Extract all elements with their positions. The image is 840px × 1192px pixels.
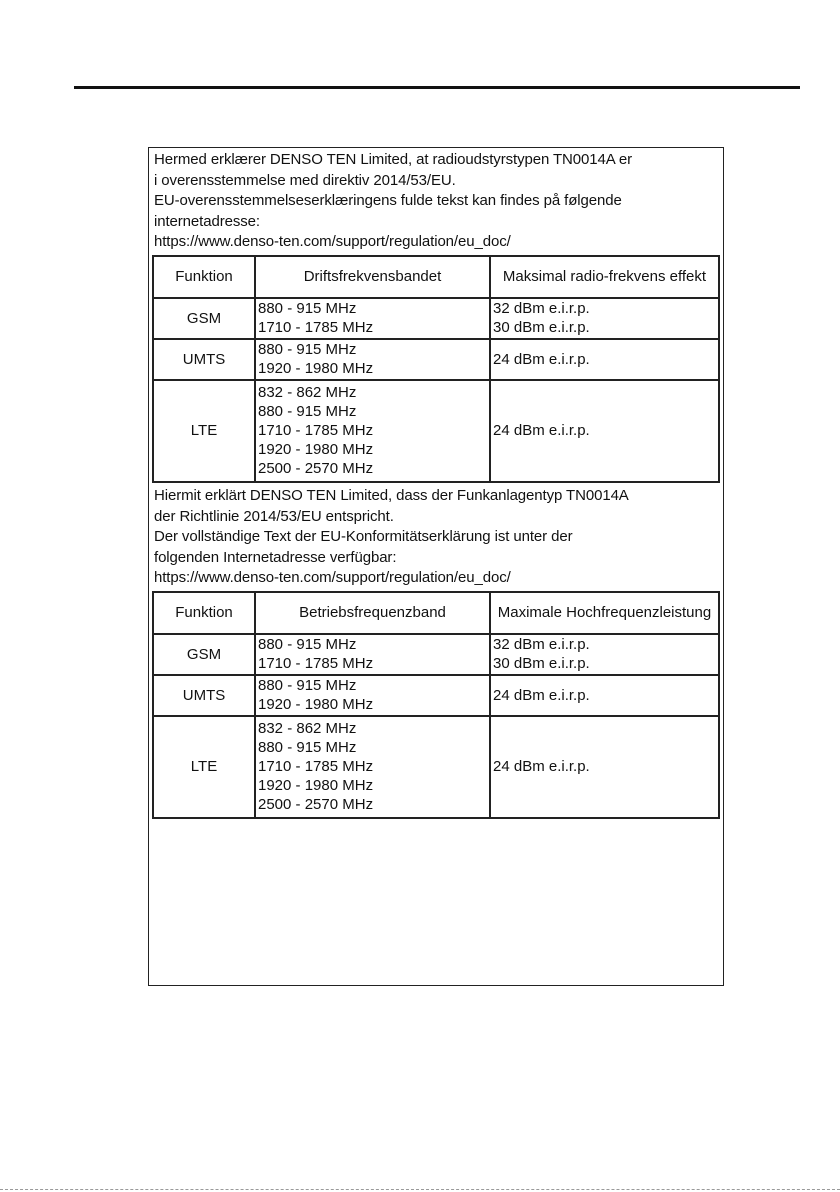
power-value: 24 dBm e.i.r.p. (493, 758, 590, 775)
text-line: Hermed erklærer DENSO TEN Limited, at radioudstyrstypen TN0014A er (154, 151, 633, 168)
band-cell (255, 339, 490, 380)
band-value: 880 - 915 MHz (258, 300, 357, 317)
band-value: 832 - 862 MHz (258, 384, 357, 401)
band-value: 1710 - 1785 MHz (258, 758, 374, 775)
band-value: 1920 - 1980 MHz (258, 777, 374, 794)
band-value: 1710 - 1785 MHz (258, 655, 374, 672)
power-cell (490, 339, 719, 380)
table-row (153, 339, 719, 380)
power-value: 24 dBm e.i.r.p. (493, 350, 590, 368)
band-cell (255, 380, 490, 482)
header-band: Betriebsfrequenzband (255, 592, 490, 634)
table-header-row (153, 592, 719, 634)
power-value: 32 dBm e.i.r.p. (493, 636, 590, 653)
band-value: 1710 - 1785 MHz (258, 319, 374, 336)
function-cell: UMTS (153, 339, 255, 380)
power-cell (490, 634, 719, 675)
band-value: 880 - 915 MHz (258, 677, 357, 694)
band-value: 880 - 915 MHz (258, 341, 357, 358)
header-band: Driftsfrekvensbandet (255, 256, 490, 298)
band-value: 1920 - 1980 MHz (258, 360, 374, 377)
function-cell: GSM (153, 634, 255, 675)
table-row (153, 380, 719, 482)
header-function: Funktion (153, 256, 255, 298)
power-value: 30 dBm e.i.r.p. (493, 319, 590, 336)
declaration-url: https://www.denso-ten.com/support/regulation/eu_doc/ (154, 569, 511, 586)
header-function: Funktion (153, 592, 255, 634)
table-header-row (153, 256, 719, 298)
band-value: 880 - 915 MHz (258, 636, 357, 653)
band-value: 880 - 915 MHz (258, 739, 357, 756)
band-value: 1710 - 1785 MHz (258, 422, 374, 439)
power-cell (490, 298, 719, 339)
text-line: der Richtlinie 2014/53/EU entspricht. (154, 507, 394, 525)
power-value: 24 dBm e.i.r.p. (493, 686, 590, 704)
band-value: 2500 - 2570 MHz (258, 796, 374, 813)
table-row (153, 298, 719, 339)
declaration-url: https://www.denso-ten.com/support/regulation/eu_doc/ (154, 233, 511, 250)
function-cell: LTE (153, 380, 255, 482)
header-rule (74, 86, 800, 89)
page-edge-rule (0, 1189, 840, 1190)
header-power: Maximale Hochfrequenzleistung (490, 592, 719, 634)
declaration-german (152, 486, 720, 819)
declaration-text-german (152, 486, 720, 589)
declaration-danish (152, 150, 720, 483)
function-cell: GSM (153, 298, 255, 339)
band-cell (255, 298, 490, 339)
text-line: folgenden Internetadresse verfügbar: (154, 548, 397, 566)
table-row (153, 634, 719, 675)
band-value: 1920 - 1980 MHz (258, 696, 374, 713)
power-value: 32 dBm e.i.r.p. (493, 300, 590, 317)
band-cell (255, 675, 490, 716)
band-value: 832 - 862 MHz (258, 720, 357, 737)
band-value: 1920 - 1980 MHz (258, 441, 374, 458)
text-line: Hiermit erklärt DENSO TEN Limited, dass der Funkanlagentyp TN0014A (154, 487, 629, 504)
table-row (153, 675, 719, 716)
table-row (153, 716, 719, 818)
frequency-table-german (152, 591, 720, 819)
text-line: Der vollständige Text der EU-Konformitätserklärung ist unter der (154, 528, 573, 545)
band-cell (255, 716, 490, 818)
power-cell (490, 716, 719, 818)
text-line: EU-overensstemmelseserklæringens fulde tekst kan findes på følgende (154, 192, 622, 209)
function-cell: LTE (153, 716, 255, 818)
power-value: 30 dBm e.i.r.p. (493, 655, 590, 672)
header-power: Maksimal radio-frekvens effekt (490, 256, 719, 298)
text-line: internetadresse: (154, 212, 260, 230)
power-cell (490, 380, 719, 482)
function-cell: UMTS (153, 675, 255, 716)
power-cell (490, 675, 719, 716)
declaration-frame (148, 147, 724, 986)
text-line: i overensstemmelse med direktiv 2014/53/EU. (154, 171, 456, 189)
band-cell (255, 634, 490, 675)
power-value: 24 dBm e.i.r.p. (493, 422, 590, 439)
declaration-text-danish (152, 150, 720, 253)
band-value: 880 - 915 MHz (258, 403, 357, 420)
frequency-table-danish (152, 255, 720, 483)
band-value: 2500 - 2570 MHz (258, 460, 374, 477)
